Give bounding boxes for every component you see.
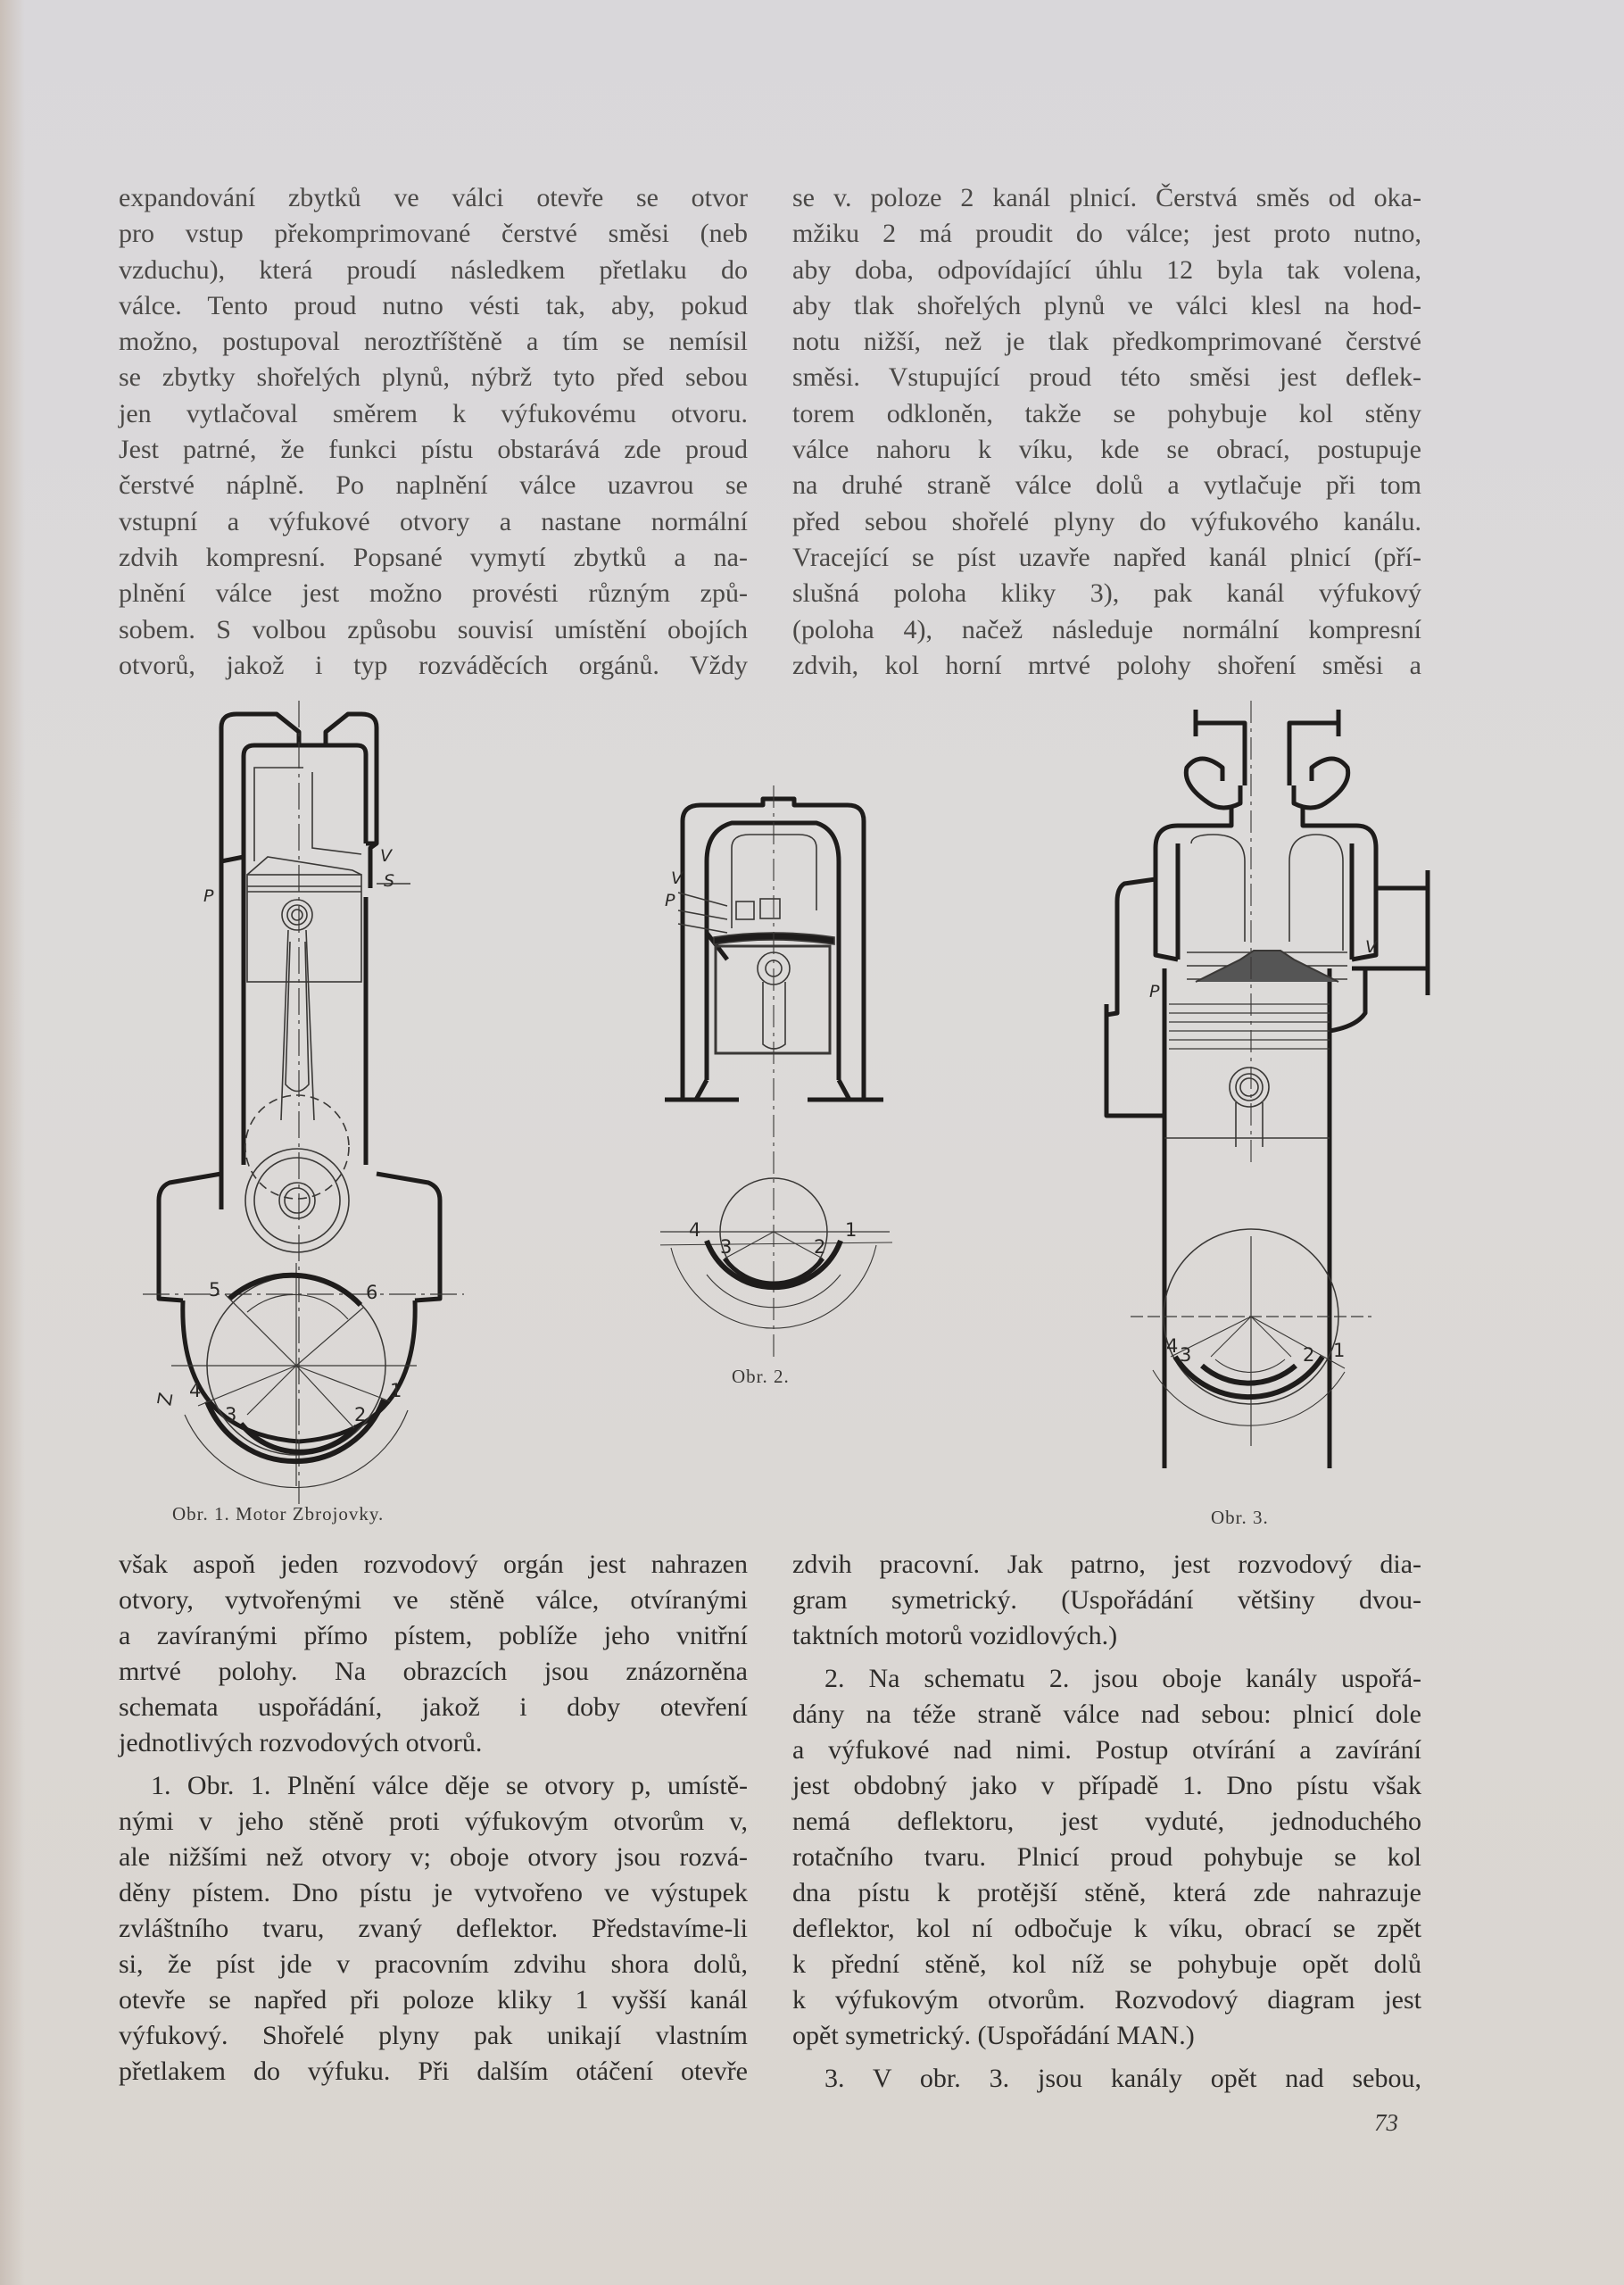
text-line: zdvih pracovní. Jak patrno, jest rozvodový dia- [792, 1550, 1421, 1579]
text-line: rotačního tvaru. Plnicí proud pohybuje se kol [792, 1842, 1421, 1872]
fig1-cylinder-wall [244, 745, 366, 915]
page-edge-shadow [0, 0, 25, 2285]
fig1-timing-z: Z [153, 1391, 178, 1408]
fig1-label-v: V [380, 846, 392, 866]
text-line: vstupní a výfukové otvory a nastane normální [119, 506, 748, 536]
text-line: otvory, vytvořenými ve stěně válce, otvíranými [119, 1585, 748, 1615]
text-line: schemata uspořádání, jakož i doby otevření [119, 1692, 748, 1722]
figure-1-engine-diagram [143, 701, 473, 1504]
fig1-timing-1: 1 [390, 1380, 402, 1401]
fig3-timing-1: 1 [1333, 1340, 1346, 1361]
text-line: 2. Na schematu 2. jsou oboje kanály uspořá- [824, 1664, 1421, 1693]
text-line: opět symetrický. (Uspořádání MAN.) [792, 2021, 1195, 2050]
figure-3-engine-diagram [1098, 701, 1437, 1468]
text-line: nými v jeho stěně proti výfukovým otvorům v, [119, 1807, 748, 1836]
text-line: mrtvé polohy. Na obrazcích jsou znázorněna [119, 1657, 748, 1686]
text-line: si, že píst jde v pracovním zdvihu shora dolů, [119, 1949, 748, 1979]
text-line: aby tlak shořelých plynů ve válci klesl na hod- [792, 290, 1421, 320]
fig1-timing-4: 4 [189, 1380, 202, 1401]
fig3-arc-3-2 [1202, 1366, 1296, 1383]
figure-2-engine-diagram [660, 785, 892, 1357]
text-line: jednotlivých rozvodových otvorů. [119, 1728, 483, 1757]
fig3-timing-4: 4 [1166, 1335, 1179, 1357]
text-line: válce. Tento proud nutno vésti tak, aby, pokud [119, 290, 748, 320]
fig1-label-s: S [384, 871, 395, 891]
figure-1-svg [143, 701, 473, 1504]
figure-3-svg [1098, 701, 1437, 1468]
text-line: zdvih kompresní. Popsané vymytí zbytků a na- [119, 542, 748, 572]
fig1-timing-3: 3 [225, 1404, 237, 1425]
text-column-bottom-right [792, 1547, 1421, 2097]
text-line: k přední stěně, kol níž se pohybuje opět dolů [792, 1949, 1421, 1979]
text-line: válce nahoru k víku, kde se obrací, postupuje [792, 435, 1421, 465]
text-line: sobem. S volbou způsobu souvisí umístění obojích [119, 614, 748, 644]
text-line: výfukový. Shořelé plyny pak unikají vlastním [119, 2021, 748, 2050]
fig3-top-manifold [1196, 723, 1338, 785]
text-line: jen vytlačoval směrem k výfukovému otvoru. [119, 398, 748, 428]
text-line: 3. V obr. 3. jsou kanály opět nad sebou, [824, 2064, 1421, 2093]
text-line: však aspoň jeden rozvodový orgán jest nahrazen [119, 1550, 748, 1579]
text-line: se v. poloze 2 kanál plnicí. Čerstvá směs od oka- [792, 183, 1421, 212]
fig3-timing-3: 3 [1180, 1344, 1192, 1366]
fig1-deflector [247, 857, 361, 875]
text-line: zdvih, kol horní mrtvé polohy shoření směsi a [792, 650, 1421, 680]
text-line: otvorů, jakož i typ rozváděcích orgánů. Vždy [119, 650, 748, 680]
text-line: čerstvé náplně. Po naplnění válce uzavrou se [119, 470, 748, 501]
figure-1-caption: Obr. 1. Motor Zbrojovky. [172, 1503, 385, 1525]
text-line: plnění válce jest možno provésti různým způ- [119, 578, 748, 609]
fig2-timing-4: 4 [689, 1219, 701, 1241]
text-line: vzduchu), která proudí následkem přetlaku do [119, 254, 748, 285]
text-line: ale nižšími než otvory v; oboje otvory jsou rozvá- [119, 1842, 748, 1872]
text-line: k výfukovým otvorům. Rozvodový diagram jest [792, 1985, 1421, 2015]
figure-2-svg [660, 785, 892, 1357]
text-line: deflektor, kol ní odbočuje k víku, obrací se zpět [792, 1914, 1421, 1943]
text-line: Jest patrné, že funkci pístu obstarává zde proud [119, 435, 748, 465]
paragraph-gap [119, 1761, 748, 1768]
figure-3-caption: Obr. 3. [1211, 1507, 1269, 1528]
text-line: expandování zbytků ve válci otevře se otvor [119, 183, 748, 212]
fig3-timing-2: 2 [1303, 1344, 1315, 1366]
text-line: dna pístu k protější stěně, která zde nahrazuje [792, 1878, 1421, 1907]
text-line: pro vstup překomprimované čerstvé směsi (neb [119, 219, 748, 249]
paragraph-gap [792, 1654, 1421, 1661]
fig2-label-p: P [665, 891, 675, 910]
text-line: aby doba, odpovídající úhlu 12 byla tak volena, [792, 254, 1421, 285]
text-line: přetlakem do výfuku. Při dalším otáčení otevře [119, 2056, 748, 2086]
text-column-top-right [792, 180, 1421, 684]
text-line: zvláštního tvaru, zvaný deflektor. Představíme-li [119, 1914, 748, 1943]
text-line: jest obdobný jako v případě 1. Dno pístu však [792, 1771, 1421, 1800]
page-number: 73 [1374, 2109, 1398, 2136]
text-line: slušná poloha kliky 3), pak kanál výfukový [792, 578, 1421, 609]
text-line: mžiku 2 má proudit do válce; jest proto nutno, [792, 219, 1421, 249]
text-line: a výfukové nad nimi. Postup otvírání a zavírání [792, 1735, 1421, 1765]
fig2-timing-2: 2 [814, 1236, 826, 1258]
text-line: dány na téže straně válce nad sebou: plnicí dole [792, 1699, 1421, 1729]
text-column-bottom-left [119, 1547, 748, 2090]
text-line: taktních motorů vozidlových.) [792, 1621, 1118, 1650]
fig2-timing-3: 3 [720, 1236, 733, 1258]
fig2-timing-diagram [660, 1178, 892, 1328]
text-line: Vracející se píst uzavře napřed kanál plnicí (pří- [792, 542, 1421, 572]
text-line: gram symetrický. (Uspořádání většiny dvou- [792, 1585, 1421, 1615]
fig1-crankcase-right [377, 1174, 440, 1300]
text-line: torem odkloněn, takže se pohybuje kol stěny [792, 398, 1421, 428]
text-line: před sebou shořelé plyny do výfukového kanálu. [792, 506, 1421, 536]
text-line: (poloha 4), načež následuje normální kompresní [792, 614, 1421, 644]
text-line: nemá deflektoru, jest vyduté, jednoduchého [792, 1807, 1421, 1836]
text-line: otevře se napřed při poloze kliky 1 vyšší kanál [119, 1985, 748, 2015]
paragraph-gap [792, 2054, 1421, 2061]
text-line: možno, postupoval neroztříštěně a tím se nemísil [119, 327, 748, 357]
text-line: na druhé straně válce dolů a vytlačuje při tom [792, 470, 1421, 501]
fig1-timing-6: 6 [366, 1282, 378, 1303]
fig3-left-jacket [1156, 808, 1231, 960]
fig3-label-v: V [1365, 937, 1377, 957]
fig2-label-v: V [671, 868, 683, 888]
fig1-timing-2: 2 [354, 1404, 367, 1425]
fig3-left-bulb [1186, 759, 1240, 808]
text-line: děny pístem. Dno pístu je vytvořeno ve výstupek [119, 1878, 748, 1907]
fig1-label-p: P [203, 886, 214, 906]
text-line: notu nižší, než je tlak předkomprimované čerstvé [792, 327, 1421, 357]
fig3-label-p: P [1149, 982, 1160, 1001]
text-line: a zavíranými přímo pístem, poblíže jeho vnitřní [119, 1621, 748, 1650]
fig3-intake-port [1106, 879, 1164, 1468]
fig3-arc-4-1 [1175, 1357, 1322, 1397]
fig3-right-bulb [1294, 759, 1348, 808]
text-line: 1. Obr. 1. Plnění válce děje se otvory p, umístě- [151, 1771, 748, 1800]
fig1-timing-5: 5 [209, 1279, 221, 1300]
fig2-cylinder-wall [707, 861, 839, 1080]
figure-2-caption: Obr. 2. [732, 1366, 790, 1387]
text-line: směsi. Vstupující proud této směsi jest deflek- [792, 362, 1421, 393]
text-line: se zbytky shořelých plynů, nýbrž tyto před sebou [119, 362, 748, 393]
text-column-top-left [119, 180, 748, 684]
fig2-timing-1: 1 [845, 1219, 858, 1241]
